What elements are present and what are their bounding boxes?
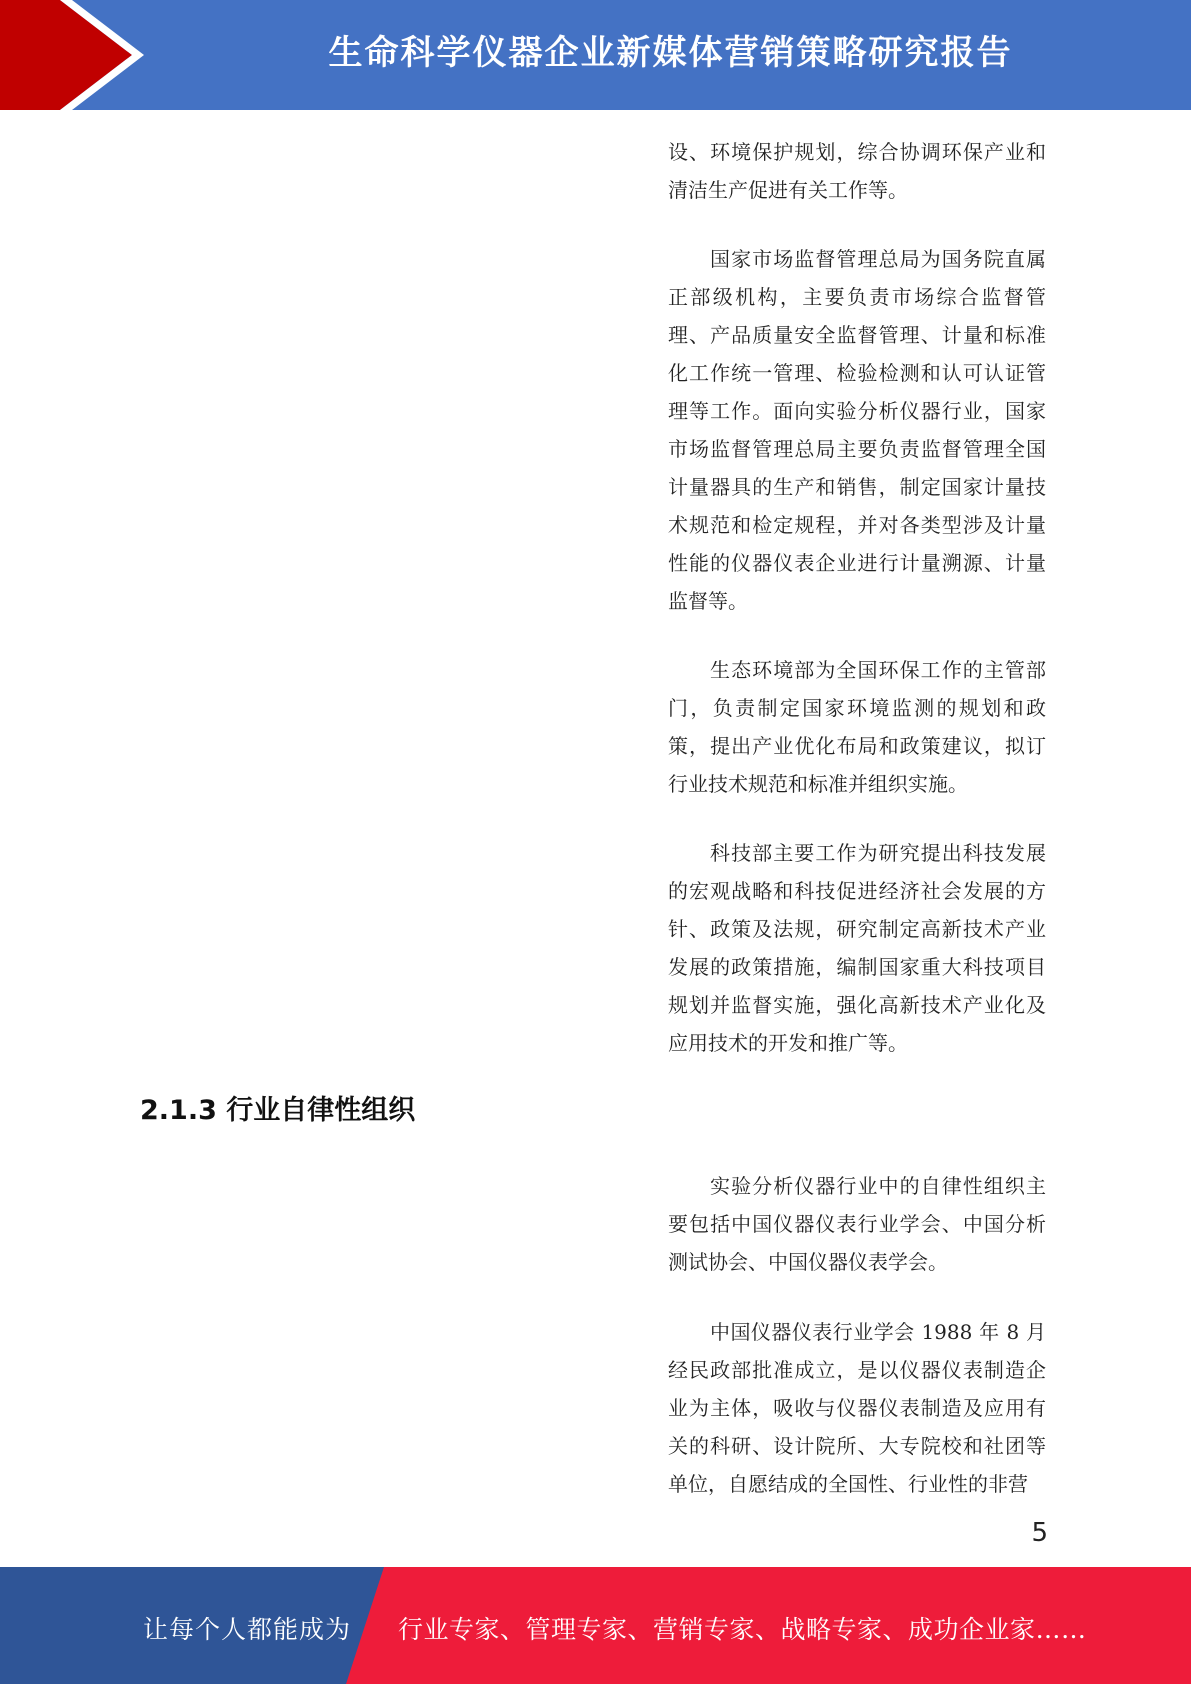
footer-slogan-left: 让每个人都能成为 [143, 1615, 352, 1644]
page-footer [0, 1567, 1191, 1684]
paragraph: 生态环境部为全国环保工作的主管部门，负责制定国家环境监测的规划和政策，提出产业优化布局和政策建议，拟订行业技术规范和标准并组织实施。 [668, 658, 1046, 796]
footer-slogan-right: 行业专家、管理专家、营销专家、战略专家、成功企业家…… [398, 1615, 1087, 1644]
page-header [0, 0, 1191, 110]
paragraph: 中国仪器仪表行业学会 1988 年 8 月经民政部批准成立，是以仪器仪表制造企业为主体，吸收与仪器仪表制造及应用有关的科研、设计院所、大专院校和社团等单位，自愿结成的全国性、行业性的非营 [668, 1320, 1046, 1496]
paragraph: 实验分析仪器行业中的自律性组织主要包括中国仪器仪表行业学会、中国分析测试协会、中国仪器仪表学会。 [668, 1174, 1046, 1274]
paragraph: 设、环境保护规划，综合协调环保产业和清洁生产促进有关工作等。 [668, 140, 1046, 202]
header-chevron-icon [0, 0, 160, 110]
paragraph: 国家市场监督管理总局为国务院直属正部级机构，主要负责市场综合监督管理、产品质量安全监督管理、计量和标准化工作统一管理、检验检测和认可认证管理等工作。面向实验分析仪器行业，国家市场监督管理总局主要负责监督管理全国计量器具的生产和销售，制定国家计量技术规范和检定规程，并对各类型涉及计量性能的仪器仪表企业进行计量溯源、计量监督等。 [668, 247, 1046, 613]
paragraph: 科技部主要工作为研究提出科技发展的宏观战略和科技促进经济社会发展的方针、政策及法规，研究制定高新技术产业发展的政策措施，编制国家重大科技项目规划并监督实施，强化高新技术产业化及应用技术的开发和推广等。 [668, 841, 1046, 1055]
page-number: 5 [1031, 1518, 1048, 1548]
section-heading: 2.1.3 行业自律性组织 [140, 1095, 416, 1126]
report-title: 生命科学仪器企业新媒体营销策略研究报告 [328, 33, 1013, 73]
